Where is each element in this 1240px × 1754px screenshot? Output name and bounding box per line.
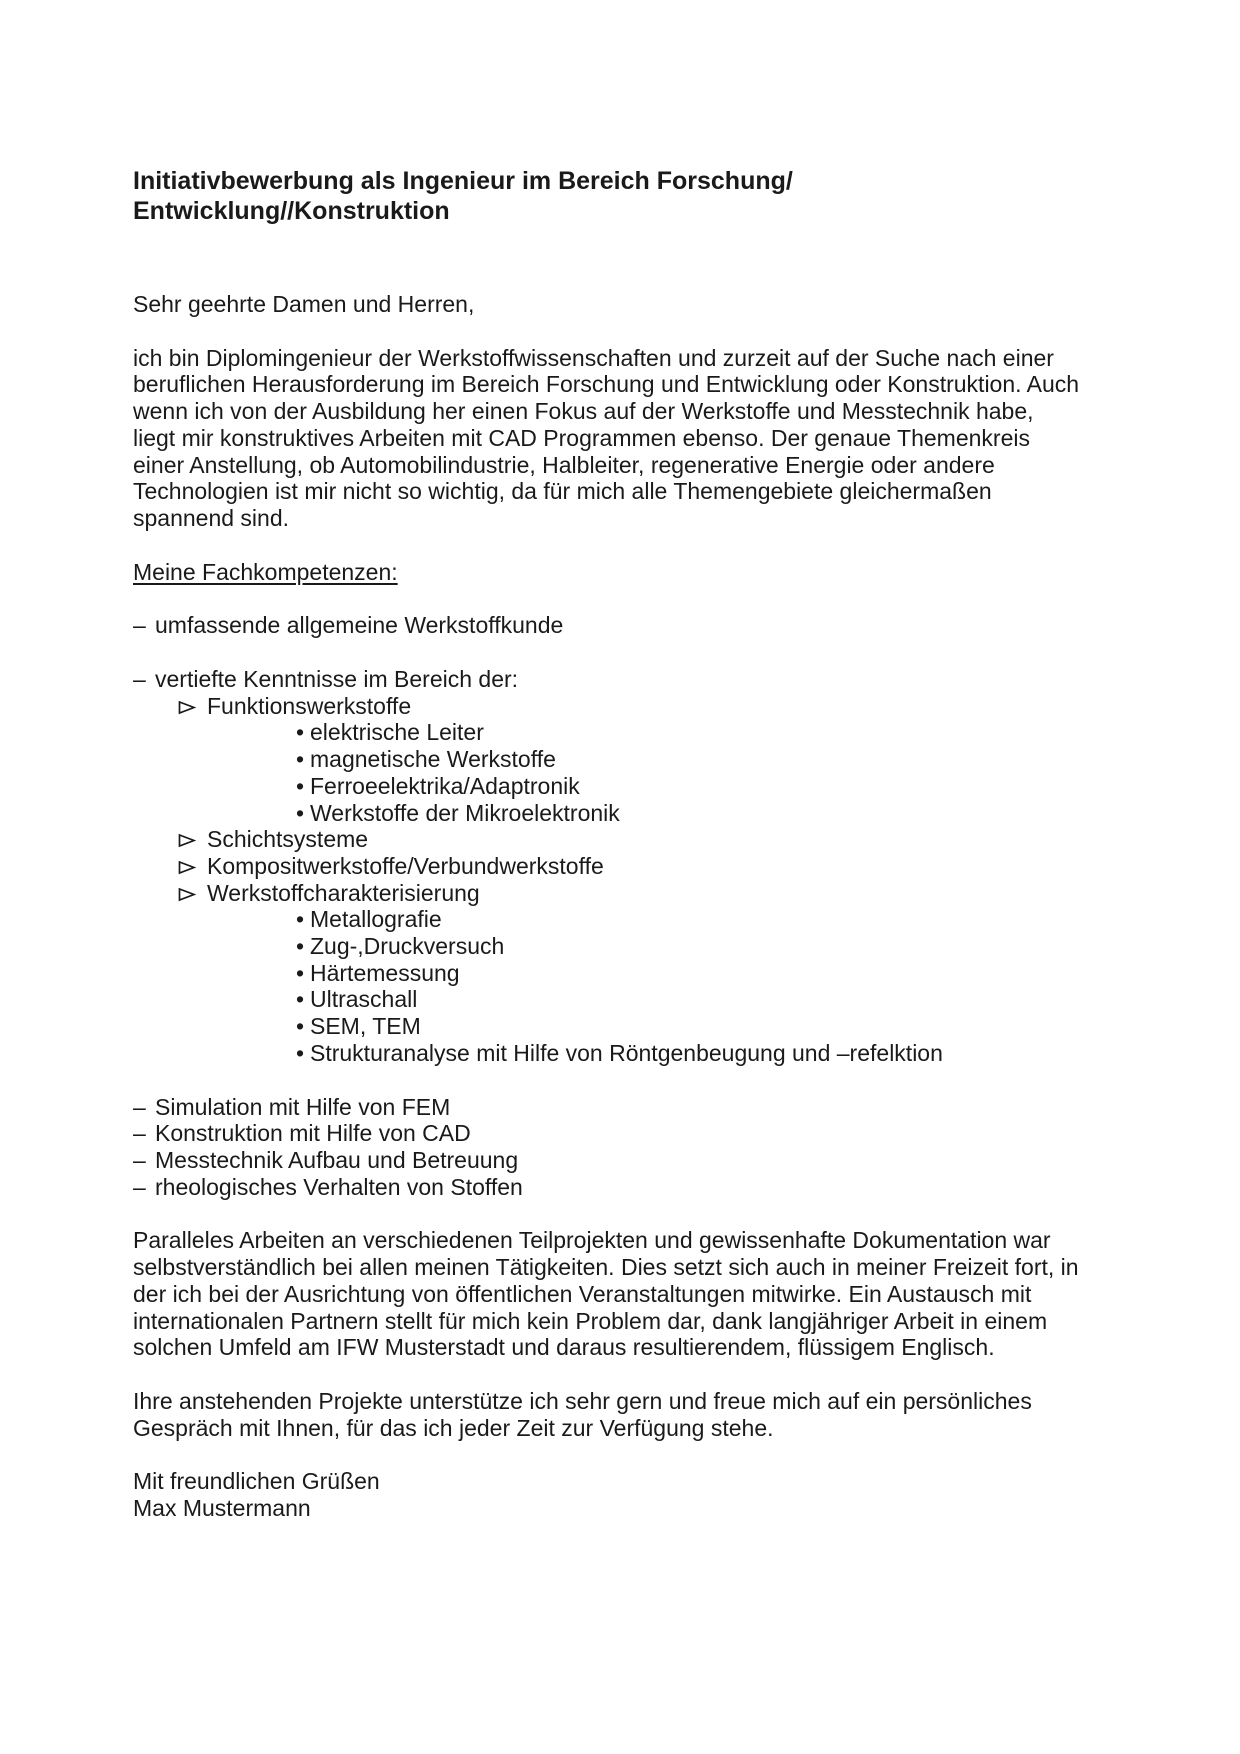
list-item — [133, 666, 1120, 693]
list-item-text: Strukturanalyse mit Hilfe von Röntgenbeugung und –refelktion — [310, 1039, 943, 1066]
bullet-bullet-icon: • — [296, 746, 305, 773]
arrowhead-bullet-icon — [178, 853, 207, 880]
bullet-bullet-icon: • — [296, 799, 305, 826]
experience-paragraph — [133, 1227, 1120, 1361]
dash-bullet-icon: – — [133, 612, 146, 639]
paragraph-line: ich bin Diplomingenieur der Werkstoffwissenschaften und zurzeit auf der Suche nach einer — [133, 344, 1054, 371]
dash-bullet-icon: – — [133, 1146, 146, 1173]
list-item-text: Werkstoffe der Mikroelektronik — [310, 799, 620, 826]
paragraph-line: beruflichen Herausforderung im Bereich Forschung und Entwicklung oder Konstruktion. Auch — [133, 371, 1080, 398]
list-item-text: elektrische Leiter — [310, 719, 484, 746]
signoff-line: Mit freundlichen Grüßen — [133, 1468, 380, 1495]
signoff-line: Max Mustermann — [133, 1495, 311, 1522]
arrowhead-bullet-icon — [178, 693, 207, 720]
title-line: Initiativbewerbung als Ingenieur im Bereich Forschung/ — [133, 167, 793, 195]
paragraph-line: solchen Umfeld am IFW Musterstadt und daraus resultierendem, flüssigem Englisch. — [133, 1334, 995, 1361]
paragraph-line: einer Anstellung, ob Automobilindustrie, Halbleiter, regenerative Energie oder andere — [133, 451, 995, 478]
bullet-bullet-icon: • — [296, 772, 305, 799]
list-item — [133, 612, 1120, 639]
paragraph-line: der ich bei der Ausrichtung von öffentlichen Veranstaltungen mitwirke. Ein Austausch mit — [133, 1280, 1032, 1307]
dash-bullet-icon: – — [133, 1120, 146, 1147]
dash-bullet-icon: – — [133, 1093, 146, 1120]
list-item — [133, 800, 1120, 827]
list-item — [133, 986, 1120, 1013]
dash-bullet-icon: – — [133, 666, 146, 693]
list-item-text: Simulation mit Hilfe von FEM — [155, 1093, 451, 1120]
bullet-bullet-icon: • — [296, 1013, 305, 1040]
list-item-text: Metallografie — [310, 906, 442, 933]
bullet-bullet-icon: • — [296, 719, 305, 746]
list-item — [133, 746, 1120, 773]
list-item-text: magnetische Werkstoffe — [310, 746, 556, 773]
bullet-bullet-icon: • — [296, 1039, 305, 1066]
title-line: Entwicklung//Konstruktion — [133, 197, 450, 225]
list-item — [133, 853, 1120, 880]
list-item — [133, 719, 1120, 746]
list-item-text: Konstruktion mit Hilfe von CAD — [155, 1120, 471, 1147]
list-item — [133, 826, 1120, 853]
paragraph-line: internationalen Partnern stellt für mich kein Problem dar, dank langjähriger Arbeit in einem — [133, 1307, 1048, 1334]
list-item-text: Zug-,Druckversuch — [310, 933, 505, 960]
paragraph-line: wenn ich von der Ausbildung her einen Fokus auf der Werkstoffe und Messtechnik habe, — [133, 398, 1034, 425]
list-item-text: rheologisches Verhalten von Stoffen — [155, 1173, 523, 1200]
list-item — [133, 1040, 1120, 1067]
list-item — [133, 773, 1120, 800]
paragraph-line: spannend sind. — [133, 504, 290, 531]
closing-paragraph — [133, 1388, 1120, 1441]
arrowhead-bullet-icon — [178, 880, 207, 907]
list-item-text: Ferroeelektrika/Adaptronik — [310, 772, 580, 799]
list-item — [133, 1147, 1120, 1174]
list-item-text: SEM, TEM — [310, 1013, 421, 1040]
list-item — [133, 906, 1120, 933]
list-item-text: vertiefte Kenntnisse im Bereich der: — [155, 666, 519, 693]
signoff — [133, 1468, 1120, 1521]
list-item — [133, 1174, 1120, 1201]
skills-list — [133, 1094, 1120, 1201]
paragraph-line: Gespräch mit Ihnen, für das ich jeder Zeit zur Verfügung stehe. — [133, 1414, 774, 1441]
paragraph-line: liegt mir konstruktives Arbeiten mit CAD Programmen ebenso. Der genaue Themenkreis — [133, 424, 1030, 451]
paragraph-line: selbstverständlich bei allen meinen Tätigkeiten. Dies setzt sich auch in meiner Freizeit fort, in — [133, 1254, 1079, 1281]
paragraph-line: Technologien ist mir nicht so wichtig, da für mich alle Themengebiete gleichermaßen — [133, 478, 992, 505]
list-item-text: Werkstoffcharakterisierung — [207, 879, 480, 906]
dash-bullet-icon: – — [133, 1173, 146, 1200]
letter-title — [133, 166, 1120, 226]
intro-paragraph — [133, 345, 1120, 532]
list-item-text: Kompositwerkstoffe/Verbundwerkstoffe — [207, 852, 604, 879]
list-item — [133, 1120, 1120, 1147]
list-item — [133, 1013, 1120, 1040]
bullet-bullet-icon: • — [296, 906, 305, 933]
list-item — [133, 1094, 1120, 1121]
list-item-text: Härtemessung — [310, 959, 460, 986]
list-item-text: Messtechnik Aufbau und Betreuung — [155, 1146, 519, 1173]
list-item — [133, 960, 1120, 987]
salutation: Sehr geehrte Damen und Herren, — [133, 291, 475, 317]
list-item-text: Funktionswerkstoffe — [207, 692, 412, 719]
list-item — [133, 693, 1120, 720]
paragraph-line: Ihre anstehenden Projekte unterstütze ich sehr gern und freue mich auf ein persönliches — [133, 1387, 1032, 1414]
paragraph-line: Paralleles Arbeiten an verschiedenen Teilprojekten und gewissenhafte Dokumentation war — [133, 1227, 1051, 1254]
list-item-text: Ultraschall — [310, 986, 418, 1013]
bullet-bullet-icon: • — [296, 959, 305, 986]
arrowhead-bullet-icon — [178, 826, 207, 853]
list-item-text: umfassende allgemeine Werkstoffkunde — [155, 612, 564, 639]
list-item — [133, 933, 1120, 960]
bullet-bullet-icon: • — [296, 986, 305, 1013]
list-item-text: Schichtsysteme — [207, 826, 369, 853]
competences-heading: Meine Fachkompetenzen: — [133, 558, 398, 585]
competences-list — [133, 612, 1120, 1066]
list-item — [133, 880, 1120, 907]
bullet-bullet-icon: • — [296, 933, 305, 960]
